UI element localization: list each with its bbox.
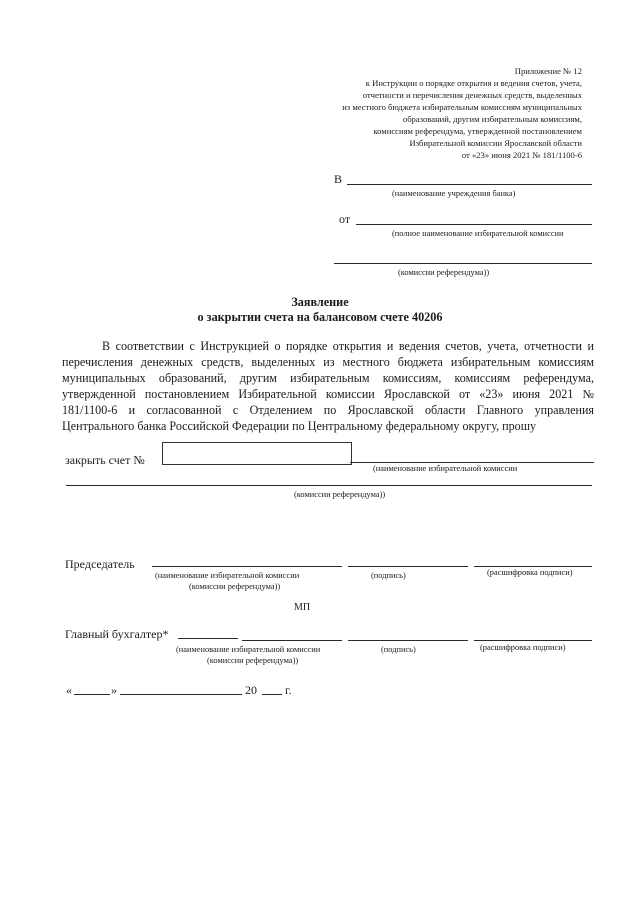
accountant-commission-caption-2: (комиссии референдума)): [207, 656, 299, 665]
close-account-caption-2: (комиссии референдума)): [294, 490, 386, 499]
chairman-commission-caption-1: (наименование избирательной комиссии: [155, 571, 300, 580]
commission-name-field[interactable]: [356, 224, 592, 225]
close-account-caption-1: (наименование избирательной комиссии: [373, 464, 518, 473]
accountant-signature-caption: (подпись): [381, 645, 416, 654]
appendix-line: комиссиям референдума, утвержденной постановлением: [373, 126, 582, 136]
to-label: В: [334, 172, 343, 186]
date-day-field[interactable]: [74, 694, 110, 695]
body-line: В соответствии с Инструкцией о порядке открытия и ведения счетов, учета, отчетности и: [102, 339, 594, 353]
chairman-commission-caption-2: (комиссии референдума)): [189, 582, 281, 591]
body-line: 181/1100-6 и согласованной с Отделением по Ярославской области Главного управления: [62, 403, 594, 417]
chairman-signature-caption: (подпись): [371, 571, 406, 580]
commission-name-field-3[interactable]: [350, 462, 594, 463]
appendix-line: Избирательной комиссии Ярославской области: [409, 138, 582, 148]
chairman-signature-field[interactable]: [348, 566, 468, 567]
close-account-label: закрыть счет №: [65, 453, 145, 467]
appendix-line: из местного бюджета избирательным комиссиям муниципальных: [342, 102, 582, 112]
from-label: от: [339, 212, 351, 226]
commission-name-caption-2: (комиссии референдума)): [398, 268, 490, 277]
chairman-decode-caption: (расшифровка подписи): [487, 568, 573, 577]
accountant-signature-field[interactable]: [348, 640, 468, 641]
accountant-decode-caption: (расшифровка подписи): [480, 643, 566, 652]
date-year-prefix: 20: [245, 683, 257, 697]
date-close-quote: »: [111, 683, 117, 697]
document-title: Заявление: [291, 295, 349, 309]
accountant-name-decode-field[interactable]: [474, 640, 592, 641]
body-line: муниципальных образований, другим избирательным комиссиям, комиссиям референдума,: [62, 371, 594, 385]
date-year-suffix: г.: [285, 683, 292, 697]
accountant-short-line[interactable]: [178, 638, 238, 639]
date-open-quote: «: [66, 683, 72, 697]
commission-name-field-2[interactable]: [334, 263, 592, 264]
bank-name-caption: (наименование учреждения банка): [392, 189, 516, 198]
chairman-name-decode-field[interactable]: [474, 566, 592, 567]
appendix-line: от «23» июня 2021 № 181/1100-6: [461, 150, 582, 160]
appendix-line: образований, другим избирательным комиссиям,: [402, 114, 582, 124]
chairman-commission-field[interactable]: [152, 566, 342, 567]
stamp-place: МП: [294, 602, 311, 613]
bank-name-field[interactable]: [347, 184, 592, 185]
body-line: Центрального банка Российской Федерации по Центральному федеральному округу, прошу: [62, 419, 537, 433]
date-year-field[interactable]: [262, 694, 282, 695]
accountant-commission-field[interactable]: [242, 640, 342, 641]
chairman-label: Председатель: [65, 557, 135, 571]
date-month-field[interactable]: [120, 694, 242, 695]
body-line: перечисления денежных средств, выделенных из местного бюджета избирательным комиссиям: [62, 355, 594, 369]
account-number-box[interactable]: [162, 442, 352, 465]
document-subtitle: о закрытии счета на балансовом счете 40206: [197, 310, 443, 324]
accountant-commission-caption-1: (наименование избирательной комиссии: [176, 645, 321, 654]
appendix-line: отчетности и перечисления денежных средств, выделенных: [362, 90, 582, 100]
commission-name-field-4[interactable]: [66, 485, 592, 486]
appendix-line: к Инструкции о порядке открытия и ведения счетов, учета,: [365, 78, 582, 88]
commission-name-caption: (полное наименование избирательной комиссии: [392, 229, 564, 238]
accountant-label: Главный бухгалтер*: [65, 627, 169, 641]
body-line: утвержденной постановлением Избирательной комиссии Ярославской от «23» июня 2021 №: [62, 387, 594, 401]
appendix-number: Приложение № 12: [514, 66, 582, 76]
